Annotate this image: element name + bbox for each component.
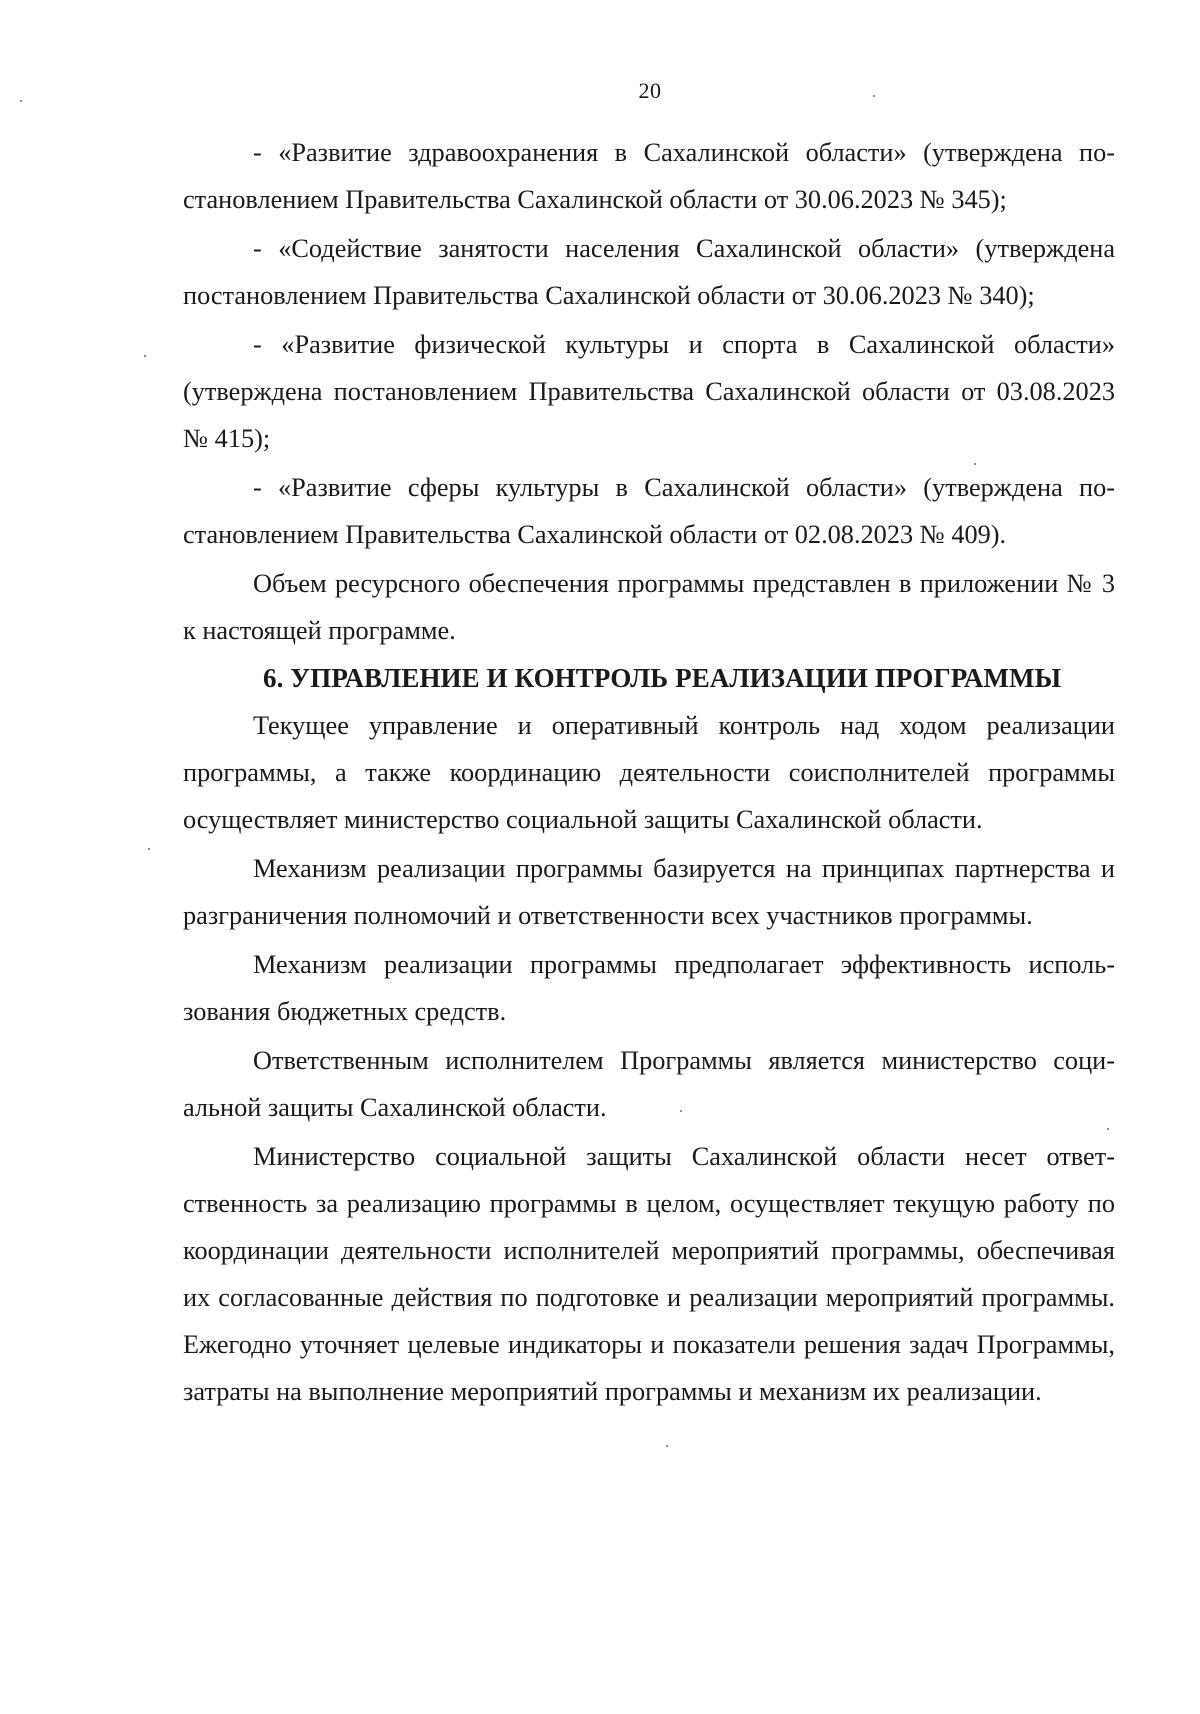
paragraph-mechanism-efficiency: Механизм реализации программы предполагает эффективность использования бюджетных средств. bbox=[183, 950, 1115, 1026]
page-number: 20 bbox=[638, 78, 662, 103]
scan-speck bbox=[144, 355, 146, 357]
list-item-sports: - «Развитие физической культуры и спорта в Сахалинской области» (утверждена постановлением Правительства Сахалинской области от 03.08.2023 № 415); bbox=[183, 330, 1115, 453]
list-item-employment: - «Содействие занятости населения Сахалинской области» (утверждена постановлением Правительства Сахалинской области от 30.06.2023 № 340); bbox=[183, 234, 1115, 310]
scan-speck bbox=[873, 95, 875, 97]
paragraph-mechanism-partnership: Механизм реализации программы базируется на принципах партнерства и разграничения полномочий и ответственности всех участников программы. bbox=[183, 854, 1115, 930]
paragraph-management: Текущее управление и оперативный контроль над ходом реализации программы, а также координацию деятельности соисполнителей программы осуществляет министерство социальной защиты Сахалинской области. bbox=[183, 711, 1115, 834]
paragraph-responsible-executor: Ответственным исполнителем Программы является министерство социальной защиты Сахалинской области. bbox=[183, 1046, 1115, 1122]
paragraph-resources: Объем ресурсного обеспечения программы представлен в приложении № 3 к настоящей программе. bbox=[183, 569, 1115, 645]
page-body bbox=[183, 129, 1115, 1415]
scan-speck bbox=[680, 1110, 682, 1112]
scan-speck bbox=[974, 463, 976, 465]
scan-speck bbox=[20, 100, 22, 102]
scan-speck bbox=[1107, 1128, 1109, 1130]
section-heading: 6. УПРАВЛЕНИЕ И КОНТРОЛЬ РЕАЛИЗАЦИИ ПРОГРАММЫ bbox=[263, 663, 1062, 693]
paragraph-ministry-responsibility: Министерство социальной защиты Сахалинской области несет ответственность за реализацию программы в целом, осуществляет текущую работу по координации деятельности исполнителей мероприятий программы, обеспечивая их согласованные действия по подготовке и реализации мероприятий программы. Ежегодно уточняет целевые индикаторы и показатели решения задач Программы, затраты на выполнение мероприятий программы и механизм их реализации. bbox=[183, 1142, 1115, 1406]
scan-speck bbox=[148, 848, 150, 850]
list-item-culture: - «Развитие сферы культуры в Сахалинской области» (утверждена постановлением Правительства Сахалинской области от 02.08.2023 № 409). bbox=[183, 473, 1115, 549]
scan-speck bbox=[666, 1445, 668, 1447]
list-item-healthcare: - «Развитие здравоохранения в Сахалинской области» (утверждена постановлением Правительства Сахалинской области от 30.06.2023 № 345); bbox=[183, 138, 1115, 214]
